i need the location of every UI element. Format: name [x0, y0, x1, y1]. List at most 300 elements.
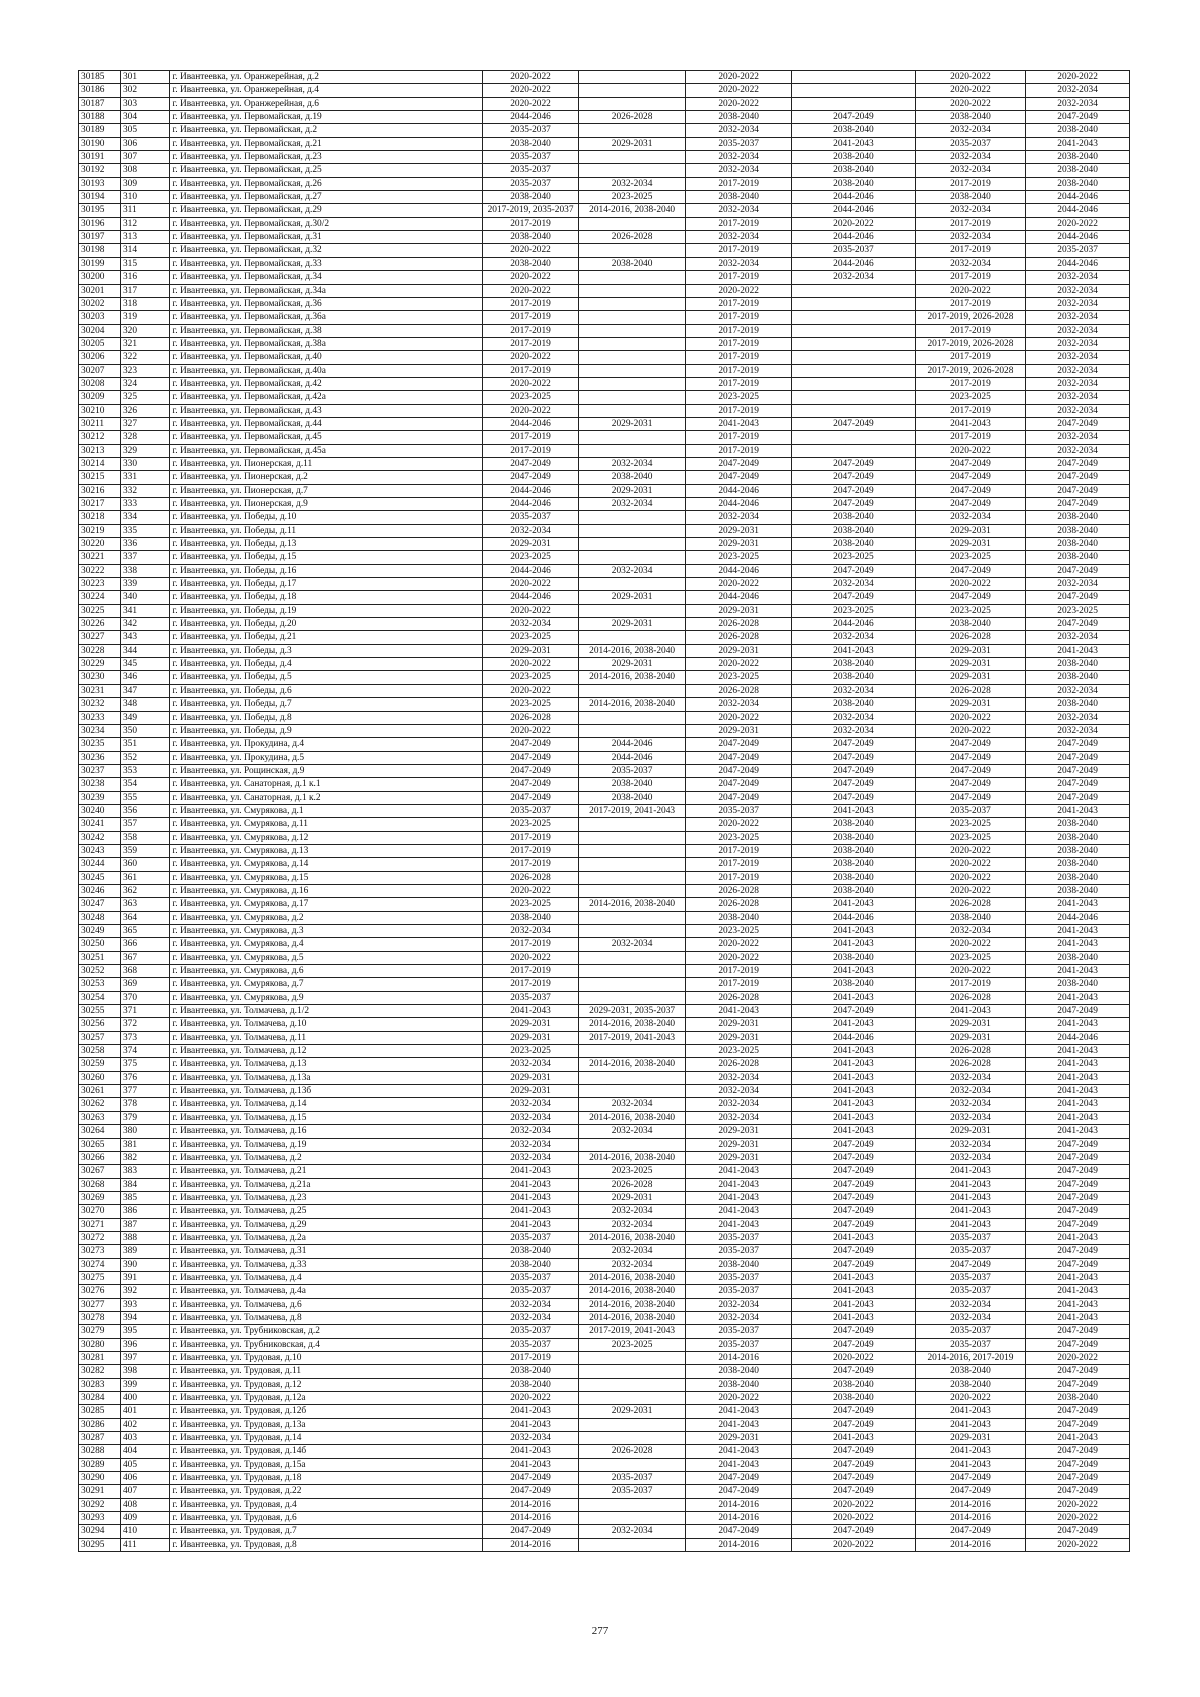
cell-period-1: 2029-2031	[483, 1031, 579, 1044]
cell-item-number: 380	[120, 1125, 169, 1138]
cell-item-number: 356	[120, 804, 169, 817]
cell-row-id: 30275	[79, 1271, 121, 1284]
cell-period-5: 2041-2043	[915, 1178, 1025, 1191]
cell-period-2	[579, 684, 686, 697]
cell-address: г. Ивантеевка, ул. Первомайская, д.36а	[169, 311, 483, 324]
cell-period-2: 2014-2016, 2038-2040	[579, 671, 686, 684]
cell-period-1: 2038-2040	[483, 1365, 579, 1378]
cell-period-1: 2017-2019	[483, 311, 579, 324]
cell-row-id: 30271	[79, 1218, 121, 1231]
cell-address: г. Ивантеевка, ул. Первомайская, д.29	[169, 204, 483, 217]
cell-period-3: 2032-2034	[686, 698, 792, 711]
cell-item-number: 345	[120, 658, 169, 671]
table-row	[79, 1231, 1130, 1244]
cell-period-4: 2038-2040	[792, 658, 916, 671]
cell-item-number: 311	[120, 204, 169, 217]
cell-row-id: 30217	[79, 498, 121, 511]
cell-row-id: 30229	[79, 658, 121, 671]
cell-period-1: 2038-2040	[483, 1245, 579, 1258]
cell-period-1: 2032-2034	[483, 1125, 579, 1138]
cell-address: г. Ивантеевка, ул. Толмачева, д.23	[169, 1191, 483, 1204]
cell-address: г. Ивантеевка, ул. Смурякова, д.11	[169, 818, 483, 831]
cell-period-3: 2038-2040	[686, 1258, 792, 1271]
table-row	[79, 1525, 1130, 1538]
cell-item-number: 354	[120, 778, 169, 791]
cell-period-2: 2032-2034	[579, 1125, 686, 1138]
table-row	[79, 711, 1130, 724]
cell-period-2: 2035-2037	[579, 764, 686, 777]
cell-period-2	[579, 1365, 686, 1378]
cell-item-number: 338	[120, 564, 169, 577]
cell-period-2: 2029-2031	[579, 417, 686, 430]
cell-period-4: 2020-2022	[792, 217, 916, 230]
cell-item-number: 407	[120, 1485, 169, 1498]
cell-address: г. Ивантеевка, ул. Первомайская, д.21	[169, 137, 483, 150]
cell-row-id: 30292	[79, 1498, 121, 1511]
table-row	[79, 404, 1130, 417]
cell-period-1: 2020-2022	[483, 884, 579, 897]
cell-period-1: 2038-2040	[483, 191, 579, 204]
cell-item-number: 398	[120, 1365, 169, 1378]
cell-period-6: 2038-2040	[1026, 698, 1130, 711]
cell-period-6: 2038-2040	[1026, 538, 1130, 551]
cell-period-6: 2032-2034	[1026, 271, 1130, 284]
cell-address: г. Ивантеевка, ул. Первомайская, д.31	[169, 231, 483, 244]
cell-period-5: 2023-2025	[915, 391, 1025, 404]
cell-period-3: 2020-2022	[686, 658, 792, 671]
cell-row-id: 30262	[79, 1098, 121, 1111]
cell-item-number: 337	[120, 551, 169, 564]
cell-address: г. Ивантеевка, ул. Рощинская, д.9	[169, 764, 483, 777]
cell-address: г. Ивантеевка, ул. Толмачева, д.13б	[169, 1085, 483, 1098]
cell-period-6: 2032-2034	[1026, 404, 1130, 417]
cell-address: г. Ивантеевка, ул. Смурякова, д.4	[169, 938, 483, 951]
cell-period-3: 2026-2028	[686, 618, 792, 631]
cell-address: г. Ивантеевка, ул. Толмачева, д.29	[169, 1218, 483, 1231]
cell-period-2	[579, 97, 686, 110]
cell-period-2: 2044-2046	[579, 738, 686, 751]
cell-period-3: 2023-2025	[686, 831, 792, 844]
cell-period-4: 2038-2040	[792, 124, 916, 137]
cell-period-6: 2047-2049	[1026, 457, 1130, 470]
cell-period-4: 2032-2034	[792, 724, 916, 737]
cell-address: г. Ивантеевка, ул. Толмачева, д.11	[169, 1031, 483, 1044]
cell-period-2	[579, 1071, 686, 1084]
cell-item-number: 370	[120, 991, 169, 1004]
cell-period-1: 2047-2049	[483, 738, 579, 751]
cell-period-5: 2041-2043	[915, 1205, 1025, 1218]
cell-period-1: 2017-2019	[483, 324, 579, 337]
cell-period-6: 2047-2049	[1026, 498, 1130, 511]
cell-period-1: 2020-2022	[483, 351, 579, 364]
table-row	[79, 564, 1130, 577]
cell-period-6: 2038-2040	[1026, 671, 1130, 684]
cell-item-number: 325	[120, 391, 169, 404]
cell-period-6: 2047-2049	[1026, 1325, 1130, 1338]
cell-period-4: 2047-2049	[792, 1205, 916, 1218]
cell-address: г. Ивантеевка, ул. Победы, д.19	[169, 604, 483, 617]
cell-period-1: 2020-2022	[483, 284, 579, 297]
cell-period-3: 2032-2034	[686, 1085, 792, 1098]
cell-row-id: 30218	[79, 511, 121, 524]
cell-period-4	[792, 351, 916, 364]
cell-period-4: 2047-2049	[792, 1525, 916, 1538]
cell-period-1: 2032-2034	[483, 1111, 579, 1124]
cell-item-number: 404	[120, 1445, 169, 1458]
cell-period-6: 2032-2034	[1026, 631, 1130, 644]
cell-period-1: 2020-2022	[483, 724, 579, 737]
cell-period-3: 2032-2034	[686, 511, 792, 524]
cell-period-6: 2047-2049	[1026, 1218, 1130, 1231]
cell-row-id: 30255	[79, 1005, 121, 1018]
cell-row-id: 30282	[79, 1365, 121, 1378]
cell-period-1: 2029-2031	[483, 644, 579, 657]
cell-period-1: 2035-2037	[483, 1285, 579, 1298]
cell-period-3: 2032-2034	[686, 1311, 792, 1324]
cell-period-2: 2023-2025	[579, 191, 686, 204]
cell-address: г. Ивантеевка, ул. Смурякова, д.5	[169, 951, 483, 964]
cell-item-number: 342	[120, 618, 169, 631]
cell-item-number: 396	[120, 1338, 169, 1351]
cell-item-number: 387	[120, 1218, 169, 1231]
cell-period-3: 2044-2046	[686, 564, 792, 577]
cell-period-5: 2047-2049	[915, 791, 1025, 804]
cell-period-1: 2017-2019	[483, 858, 579, 871]
cell-period-4: 2041-2043	[792, 1045, 916, 1058]
cell-period-4	[792, 364, 916, 377]
cell-address: г. Ивантеевка, ул. Победы, д.3	[169, 644, 483, 657]
cell-period-2: 2029-2031	[579, 1191, 686, 1204]
cell-address: г. Ивантеевка, ул. Толмачева, д.13а	[169, 1071, 483, 1084]
cell-item-number: 347	[120, 684, 169, 697]
cell-period-2: 2032-2034	[579, 1218, 686, 1231]
table-row	[79, 1512, 1130, 1525]
table-row	[79, 1085, 1130, 1098]
cell-period-1: 2014-2016	[483, 1538, 579, 1551]
cell-period-1: 2023-2025	[483, 698, 579, 711]
cell-row-id: 30212	[79, 431, 121, 444]
cell-period-1: 2032-2034	[483, 1432, 579, 1445]
cell-period-3: 2029-2031	[686, 644, 792, 657]
cell-row-id: 30281	[79, 1352, 121, 1365]
cell-period-2	[579, 925, 686, 938]
cell-period-6: 2047-2049	[1026, 1205, 1130, 1218]
cell-period-5: 2020-2022	[915, 578, 1025, 591]
cell-address: г. Ивантеевка, ул. Пионерская, д.9	[169, 498, 483, 511]
cell-row-id: 30290	[79, 1472, 121, 1485]
cell-period-3: 2017-2019	[686, 444, 792, 457]
cell-period-6: 2047-2049	[1026, 1191, 1130, 1204]
cell-period-6: 2041-2043	[1026, 1098, 1130, 1111]
cell-row-id: 30258	[79, 1045, 121, 1058]
cell-period-3: 2017-2019	[686, 364, 792, 377]
cell-period-4: 2032-2034	[792, 631, 916, 644]
cell-period-1: 2023-2025	[483, 818, 579, 831]
cell-period-2	[579, 151, 686, 164]
cell-item-number: 359	[120, 844, 169, 857]
cell-period-3: 2020-2022	[686, 951, 792, 964]
cell-address: г. Ивантеевка, ул. Победы, д.15	[169, 551, 483, 564]
cell-period-4	[792, 377, 916, 390]
cell-address: г. Ивантеевка, ул. Смурякова, д.3	[169, 925, 483, 938]
cell-period-3: 2023-2025	[686, 391, 792, 404]
cell-item-number: 349	[120, 711, 169, 724]
table-row	[79, 844, 1130, 857]
cell-period-5: 2020-2022	[915, 1392, 1025, 1405]
cell-period-2	[579, 284, 686, 297]
cell-period-1: 2044-2046	[483, 564, 579, 577]
cell-item-number: 335	[120, 524, 169, 537]
cell-period-4: 2047-2049	[792, 791, 916, 804]
table-row	[79, 618, 1130, 631]
cell-period-1: 2047-2049	[483, 1472, 579, 1485]
cell-address: г. Ивантеевка, ул. Победы, д.17	[169, 578, 483, 591]
cell-period-1: 2020-2022	[483, 71, 579, 84]
cell-period-1: 2017-2019	[483, 844, 579, 857]
cell-row-id: 30199	[79, 257, 121, 270]
cell-item-number: 357	[120, 818, 169, 831]
cell-period-2	[579, 711, 686, 724]
cell-period-6: 2020-2022	[1026, 1352, 1130, 1365]
cell-period-4	[792, 431, 916, 444]
cell-period-4: 2038-2040	[792, 1378, 916, 1391]
cell-item-number: 395	[120, 1325, 169, 1338]
cell-row-id: 30190	[79, 137, 121, 150]
cell-period-4: 2047-2049	[792, 1218, 916, 1231]
cell-item-number: 377	[120, 1085, 169, 1098]
cell-period-4: 2023-2025	[792, 551, 916, 564]
cell-address: г. Ивантеевка, ул. Первомайская, д.27	[169, 191, 483, 204]
cell-period-4: 2038-2040	[792, 884, 916, 897]
cell-period-6: 2047-2049	[1026, 471, 1130, 484]
cell-period-2	[579, 871, 686, 884]
cell-period-4: 2044-2046	[792, 204, 916, 217]
table-row	[79, 898, 1130, 911]
cell-item-number: 365	[120, 925, 169, 938]
cell-period-1: 2023-2025	[483, 671, 579, 684]
cell-item-number: 320	[120, 324, 169, 337]
cell-period-4: 2038-2040	[792, 871, 916, 884]
cell-period-3: 2026-2028	[686, 991, 792, 1004]
cell-period-1: 2020-2022	[483, 404, 579, 417]
cell-row-id: 30285	[79, 1405, 121, 1418]
cell-item-number: 388	[120, 1231, 169, 1244]
cell-period-1: 2044-2046	[483, 498, 579, 511]
cell-period-1: 2047-2049	[483, 1525, 579, 1538]
table-row	[79, 71, 1130, 84]
cell-row-id: 30223	[79, 578, 121, 591]
cell-period-5: 2026-2028	[915, 684, 1025, 697]
cell-address: г. Ивантеевка, ул. Первомайская, д.32	[169, 244, 483, 257]
cell-period-6: 2032-2034	[1026, 364, 1130, 377]
cell-period-6: 2032-2034	[1026, 297, 1130, 310]
cell-period-1: 2023-2025	[483, 1045, 579, 1058]
cell-address: г. Ивантеевка, ул. Смурякова, д.6	[169, 965, 483, 978]
cell-address: г. Ивантеевка, ул. Смурякова, д.16	[169, 884, 483, 897]
cell-period-5: 2020-2022	[915, 84, 1025, 97]
cell-period-6: 2047-2049	[1026, 738, 1130, 751]
cell-address: г. Ивантеевка, ул. Трудовая, д.6	[169, 1512, 483, 1525]
table-row	[79, 1498, 1130, 1511]
cell-address: г. Ивантеевка, ул. Трудовая, д.8	[169, 1538, 483, 1551]
cell-item-number: 353	[120, 764, 169, 777]
cell-row-id: 30192	[79, 164, 121, 177]
cell-item-number: 343	[120, 631, 169, 644]
cell-period-6: 2038-2040	[1026, 511, 1130, 524]
cell-row-id: 30244	[79, 858, 121, 871]
cell-period-2: 2014-2016, 2038-2040	[579, 698, 686, 711]
cell-period-1: 2041-2043	[483, 1418, 579, 1431]
table-row	[79, 951, 1130, 964]
cell-period-6: 2047-2049	[1026, 591, 1130, 604]
cell-period-2: 2029-2031, 2035-2037	[579, 1005, 686, 1018]
cell-period-2: 2014-2016, 2038-2040	[579, 1151, 686, 1164]
cell-address: г. Ивантеевка, ул. Победы, д.20	[169, 618, 483, 631]
cell-address: г. Ивантеевка, ул. Победы, д.11	[169, 524, 483, 537]
table-row	[79, 751, 1130, 764]
cell-period-5: 2032-2034	[915, 1298, 1025, 1311]
cell-period-1: 2038-2040	[483, 137, 579, 150]
cell-period-6: 2047-2049	[1026, 1138, 1130, 1151]
cell-period-3: 2017-2019	[686, 244, 792, 257]
cell-period-6: 2038-2040	[1026, 151, 1130, 164]
cell-period-2	[579, 1458, 686, 1471]
cell-address: г. Ивантеевка, ул. Оранжерейная, д.6	[169, 97, 483, 110]
cell-period-2: 2017-2019, 2041-2043	[579, 1031, 686, 1044]
cell-period-6: 2032-2034	[1026, 377, 1130, 390]
cell-period-6: 2032-2034	[1026, 84, 1130, 97]
cell-period-6: 2047-2049	[1026, 1525, 1130, 1538]
cell-period-5: 2020-2022	[915, 965, 1025, 978]
cell-period-1: 2032-2034	[483, 1298, 579, 1311]
cell-period-5: 2023-2025	[915, 831, 1025, 844]
cell-address: г. Ивантеевка, ул. Первомайская, д.19	[169, 111, 483, 124]
cell-address: г. Ивантеевка, ул. Победы, д.13	[169, 538, 483, 551]
cell-period-5: 2029-2031	[915, 1125, 1025, 1138]
cell-period-2	[579, 71, 686, 84]
cell-address: г. Ивантеевка, ул. Первомайская, д.42а	[169, 391, 483, 404]
cell-period-5: 2032-2034	[915, 1098, 1025, 1111]
cell-period-2	[579, 831, 686, 844]
cell-period-5: 2041-2043	[915, 1218, 1025, 1231]
cell-period-5: 2047-2049	[915, 564, 1025, 577]
cell-period-5: 2038-2040	[915, 911, 1025, 924]
table-row	[79, 1098, 1130, 1111]
cell-address: г. Ивантеевка, ул. Трудовая, д.22	[169, 1485, 483, 1498]
table-row	[79, 1365, 1130, 1378]
cell-period-1: 2047-2049	[483, 751, 579, 764]
cell-period-6: 2047-2049	[1026, 1178, 1130, 1191]
cell-period-4: 2047-2049	[792, 1458, 916, 1471]
cell-period-3: 2035-2037	[686, 1325, 792, 1338]
table-row	[79, 377, 1130, 390]
cell-period-4: 2038-2040	[792, 978, 916, 991]
table-row	[79, 1311, 1130, 1324]
cell-period-4	[792, 297, 916, 310]
cell-period-6: 2035-2037	[1026, 244, 1130, 257]
cell-period-5: 2032-2034	[915, 1071, 1025, 1084]
cell-period-3: 2035-2037	[686, 1285, 792, 1298]
cell-period-3: 2032-2034	[686, 151, 792, 164]
table-row	[79, 1151, 1130, 1164]
table-row	[79, 151, 1130, 164]
cell-row-id: 30243	[79, 844, 121, 857]
cell-period-5: 2047-2049	[915, 751, 1025, 764]
cell-address: г. Ивантеевка, ул. Первомайская, д.36	[169, 297, 483, 310]
cell-row-id: 30267	[79, 1165, 121, 1178]
cell-period-6: 2041-2043	[1026, 644, 1130, 657]
cell-period-6: 2041-2043	[1026, 1085, 1130, 1098]
cell-item-number: 399	[120, 1378, 169, 1391]
cell-period-6: 2041-2043	[1026, 1231, 1130, 1244]
cell-period-6: 2047-2049	[1026, 1245, 1130, 1258]
cell-address: г. Ивантеевка, ул. Трудовая, д.14б	[169, 1445, 483, 1458]
cell-period-5: 2047-2049	[915, 484, 1025, 497]
table-row	[79, 925, 1130, 938]
cell-period-3: 2020-2022	[686, 97, 792, 110]
cell-item-number: 368	[120, 965, 169, 978]
cell-period-2	[579, 404, 686, 417]
cell-period-4	[792, 324, 916, 337]
cell-period-6: 2047-2049	[1026, 1378, 1130, 1391]
cell-period-6: 2038-2040	[1026, 858, 1130, 871]
cell-address: г. Ивантеевка, ул. Первомайская, д.23	[169, 151, 483, 164]
cell-item-number: 369	[120, 978, 169, 991]
cell-row-id: 30214	[79, 457, 121, 470]
cell-period-3: 2047-2049	[686, 764, 792, 777]
table-body	[79, 71, 1130, 1552]
cell-row-id: 30280	[79, 1338, 121, 1351]
cell-period-5: 2014-2016	[915, 1538, 1025, 1551]
cell-period-4: 2044-2046	[792, 257, 916, 270]
cell-period-2: 2014-2016, 2038-2040	[579, 1111, 686, 1124]
cell-address: г. Ивантеевка, ул. Трудовая, д.4	[169, 1498, 483, 1511]
table-row	[79, 551, 1130, 564]
table-row	[79, 1058, 1130, 1071]
cell-row-id: 30259	[79, 1058, 121, 1071]
cell-address: г. Ивантеевка, ул. Победы, д.5	[169, 671, 483, 684]
cell-period-3: 2038-2040	[686, 911, 792, 924]
cell-period-1: 2020-2022	[483, 271, 579, 284]
cell-period-1: 2020-2022	[483, 684, 579, 697]
cell-period-6: 2041-2043	[1026, 1432, 1130, 1445]
cell-row-id: 30230	[79, 671, 121, 684]
cell-period-1: 2029-2031	[483, 1018, 579, 1031]
cell-period-6: 2047-2049	[1026, 1418, 1130, 1431]
cell-address: г. Ивантеевка, ул. Трудовая, д.14	[169, 1432, 483, 1445]
table-row	[79, 1258, 1130, 1271]
cell-period-6: 2044-2046	[1026, 257, 1130, 270]
cell-period-6: 2047-2049	[1026, 1405, 1130, 1418]
table-row	[79, 818, 1130, 831]
cell-period-5: 2029-2031	[915, 524, 1025, 537]
cell-period-4: 2041-2043	[792, 938, 916, 951]
cell-period-5: 2041-2043	[915, 1405, 1025, 1418]
cell-period-1: 2020-2022	[483, 604, 579, 617]
cell-period-3: 2029-2031	[686, 1031, 792, 1044]
cell-period-2	[579, 844, 686, 857]
cell-period-6: 2038-2040	[1026, 164, 1130, 177]
cell-period-4: 2038-2040	[792, 858, 916, 871]
cell-period-2	[579, 1352, 686, 1365]
cell-period-1: 2017-2019	[483, 217, 579, 230]
table-row	[79, 1178, 1130, 1191]
cell-period-2	[579, 1378, 686, 1391]
cell-item-number: 400	[120, 1392, 169, 1405]
cell-item-number: 329	[120, 444, 169, 457]
cell-period-2	[579, 84, 686, 97]
cell-period-5: 2035-2037	[915, 1231, 1025, 1244]
